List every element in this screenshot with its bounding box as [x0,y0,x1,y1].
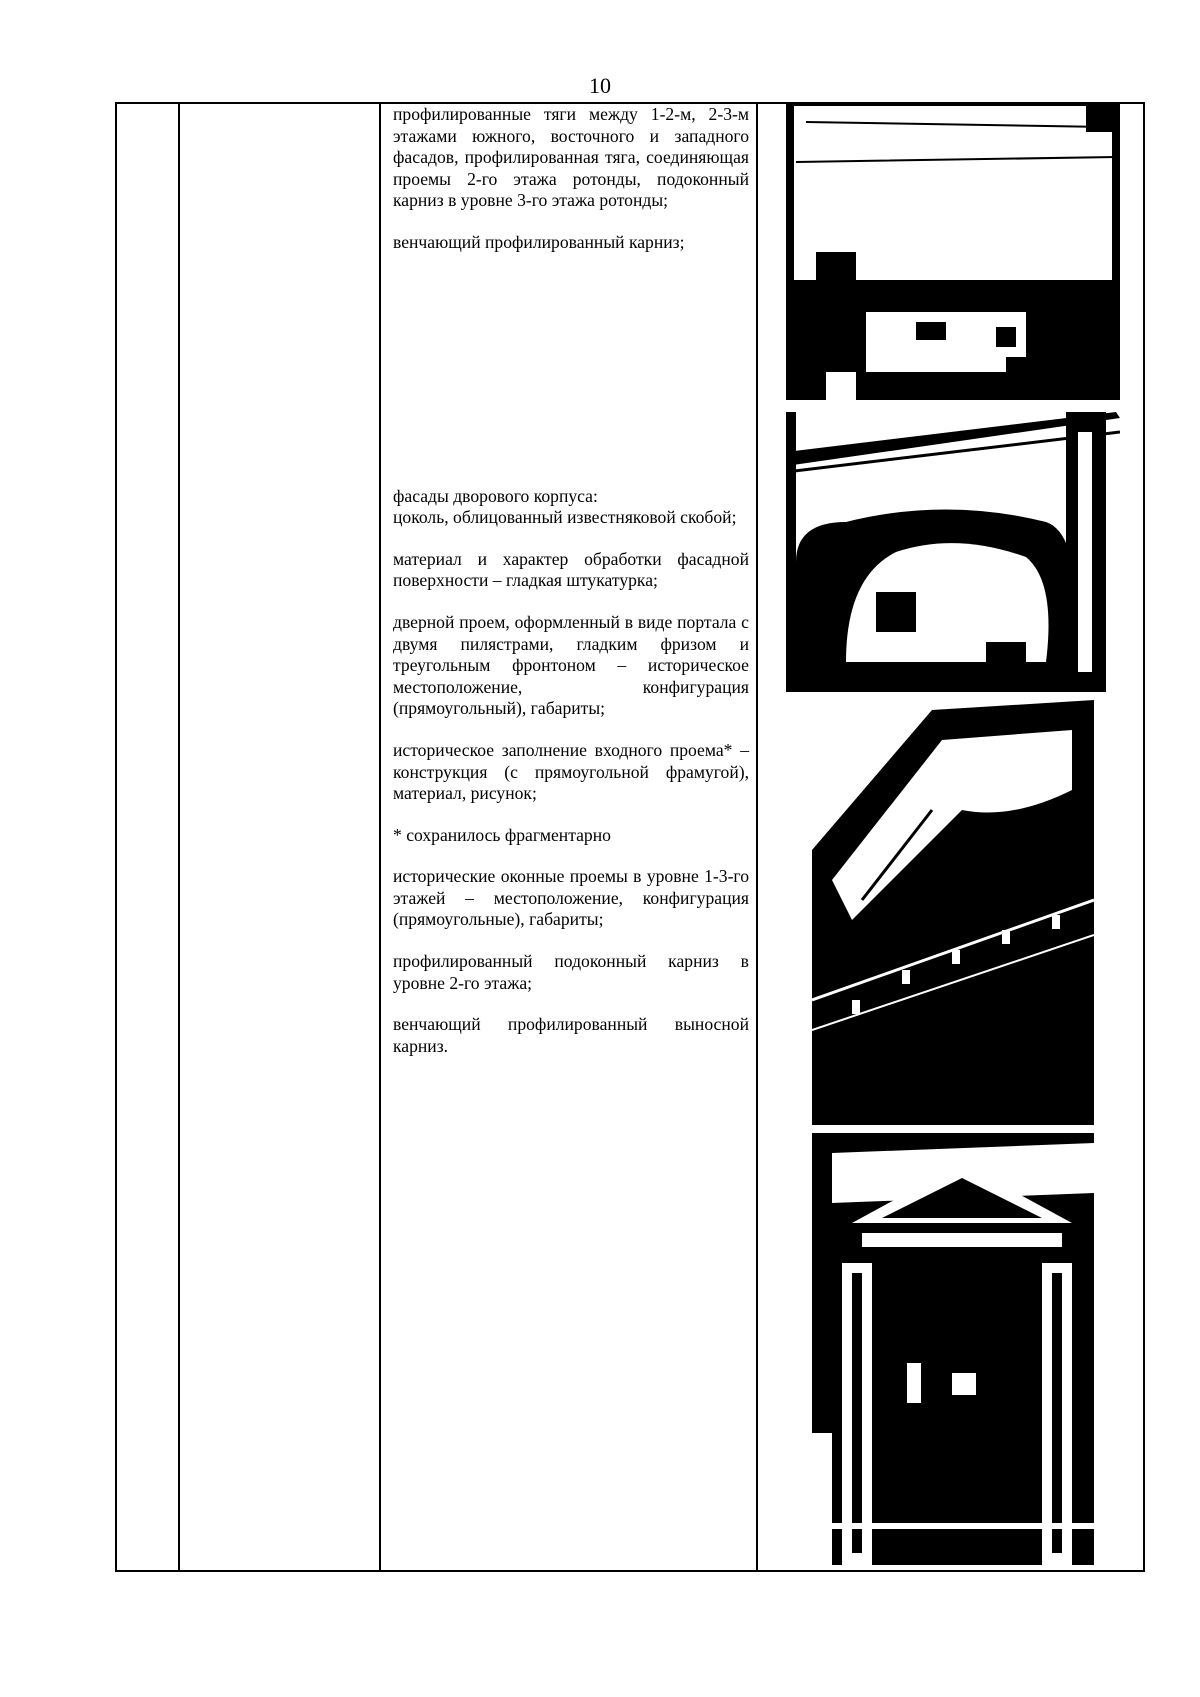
description-column [393,104,749,1057]
column-divider-2 [379,102,381,1572]
paragraph-sill-cornice: профилированный подоконный карниз в уровне 2-го этажа; [393,951,749,993]
photo-courtyard-arch [786,412,1120,692]
paragraph-windows: исторические оконные проемы в уровне 1-3-го этажей – местоположение, конфигурация (прямоугольные), габариты; [393,866,749,930]
paragraph-crowning-cornice: венчающий профилированный выносной карниз. [393,1014,749,1056]
paragraph-footnote: * сохранилось фрагментарно [393,824,611,845]
column-divider-1 [178,102,180,1572]
paragraph-tyagi: профилированные тяги между 1-2-м, 2-3-м этажами южного, восточного и западного фасадов, профилированная тяга, соединяющая проемы 2-го этажа ротонды, подоконный карниз в уровне 3-го этажа ротонды; [393,104,749,211]
column-divider-3 [756,102,758,1572]
photo-facade-cornice [786,102,1120,400]
page-number: 10 [589,73,611,98]
paragraph-doorway: дверной проем, оформленный в виде портала с двумя пилястрами, гладким фризом и треугольным фронтоном – историческое местоположение, конфигурация (прямоугольный), габариты; [393,611,749,719]
paragraph-door-fill: историческое заполнение входного проема* – конструкция (с прямоугольной фрамугой), материал, рисунок; [393,739,749,804]
paragraph-plaster: материал и характер обработки фасадной поверхности – гладкая штукатурка; [393,548,749,591]
paragraph-cornice: венчающий профилированный карниз; [393,231,685,252]
photo-entrance-portal [812,1133,1094,1565]
photo-courtyard-facade [812,700,1094,1125]
paragraph-plinth: цоколь, облицованный известняковой скобой; [393,507,737,528]
paragraph-courtyard-heading: фасады дворового корпуса: [393,485,598,506]
